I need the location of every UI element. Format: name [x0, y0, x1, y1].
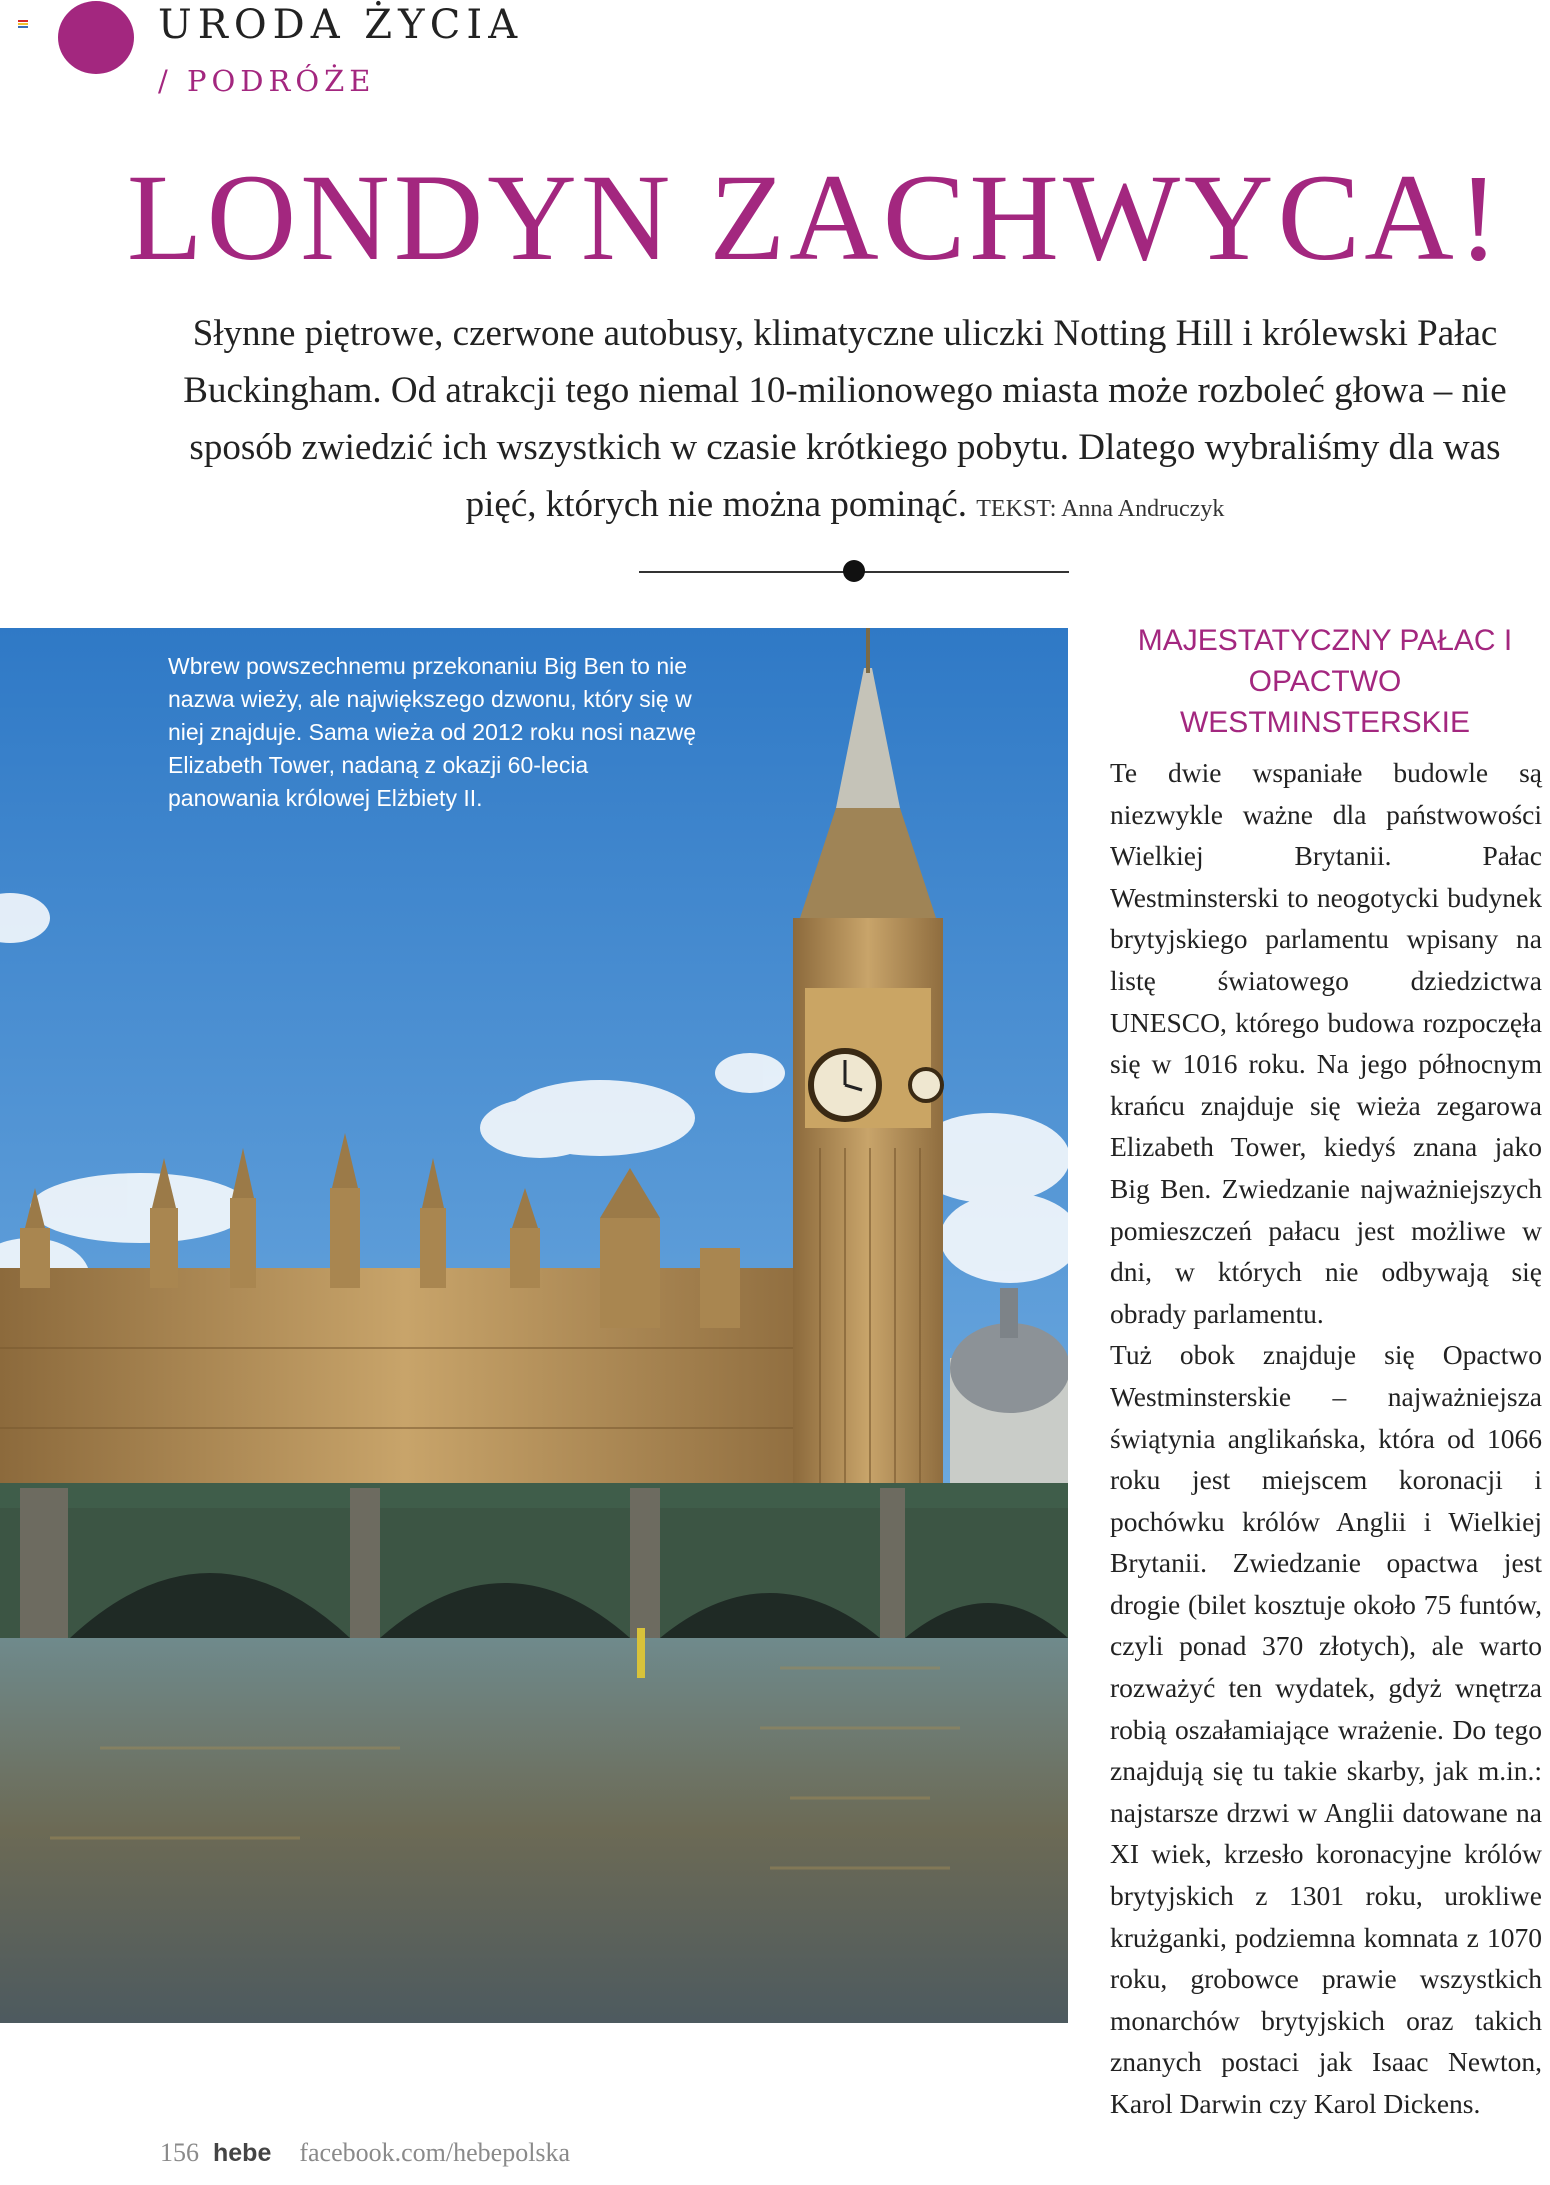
page-footer [160, 2138, 570, 2168]
westminster-illustration [0, 628, 1068, 2023]
flag-icon [18, 20, 28, 27]
page-number: 156 [160, 2138, 199, 2167]
article-headline: LONDYN ZACHWYCA! [126, 149, 1504, 286]
lede-text: Słynne piętrowe, czerwone autobusy, klimatyczne uliczki Notting Hill i królewski Pałac Buckingham. Od atrakcji tego niemal 10-milionowego miasta może rozboleć głowa – nie sposób zwiedzić ich wszystkich w czasie krótkiego pobytu. Dlatego wybraliśmy dla was pięć, których nie można pominąć. [183, 313, 1507, 525]
byline: TEKST: Anna Andruczyk [976, 496, 1225, 522]
footer-link[interactable]: facebook.com/hebepolska [299, 2138, 571, 2167]
article-lede [150, 305, 1540, 538]
photo-caption: Wbrew powszechnemu przekonaniu Big Ben to nie nazwa wieży, ale największego dzwonu, który się w niej znajduje. Sama wieża od 2012 roku nosi nazwę Elizabeth Tower, nadaną z okazji 60-lecia panowania królowej Elżbiety II. [168, 653, 697, 811]
article-body [1110, 752, 1542, 2125]
westminster-photo [0, 628, 1068, 2023]
section-subtitle: / PODRÓŻE [158, 64, 376, 98]
section-heading: MAJESTATYCZNY PAŁAC I OPACTWO WESTMINSTERSKIE [1137, 624, 1513, 739]
brand-logo: hebe [213, 2139, 272, 2167]
divider-dot [843, 560, 865, 582]
section-title: URODA ŻYCIA [158, 2, 524, 48]
section-dot [58, 1, 134, 74]
paragraph: Tuż obok znajduje się Opactwo Westminsterskie – najważniejsza świątynia anglikańska, która od 1066 roku jest miejscem koronacji i pochówku królów Anglii i Wielkiej Brytanii. Zwiedzanie opactwa jest drogie (bilet kosztuje około 75 funtów, czyli ponad 370 złotych), ale warto rozważyć ten wydatek, gdyż wnętrza robią oszałamiające wrażenie. Do tego znajdują się tu takie skarby, jak m.in.: najstarsze drzwi w Anglii datowane na XI wiek, krzesło koronacyjne królów brytyjskich z 1301 roku, urokliwe krużganki, podziemna komnata z 1070 roku, grobowce prawie wszystkich monarchów brytyjskich oraz takich znanych postaci jak Isaac Newton, Karol Darwin czy Karol Dickens. [1110, 1339, 1542, 2119]
paragraph: Te dwie wspaniałe budowle są niezwykle ważne dla państwowości Wielkiej Brytanii. Pałac Westminsterski to neogotycki budynek brytyjskiego parlamentu wpisany na listę światowego dziedzictwa UNESCO, którego budowa rozpoczęła się w 1016 roku. Na jego północnym krańcu znajduje się wieża zegarowa Elizabeth Tower, kiedyś znana jako Big Ben. Zwiedzanie najważniejszych pomieszczeń pałacu jest możliwe w dni, w których nie odbywają się obrady parlamentu. [1110, 757, 1542, 1329]
